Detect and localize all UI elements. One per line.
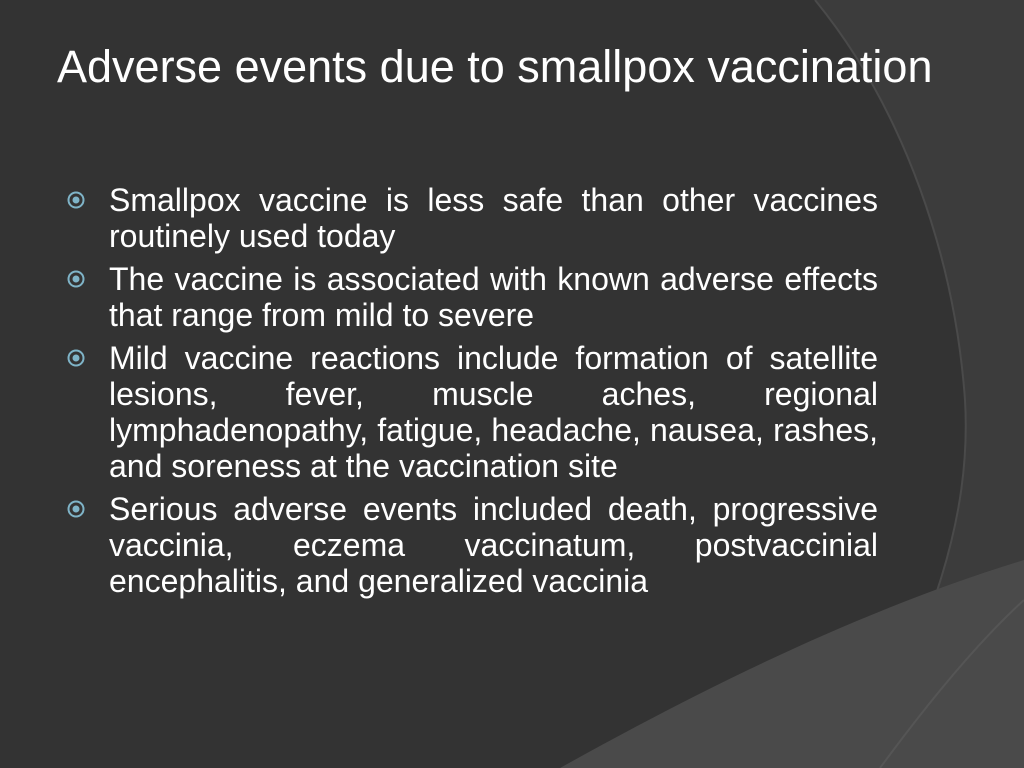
bullet-item bbox=[66, 261, 878, 333]
bullet-item bbox=[66, 182, 878, 254]
circled-dot-icon bbox=[66, 190, 86, 210]
bullet-item bbox=[66, 491, 878, 599]
bullet-list bbox=[66, 182, 878, 606]
bullet-text: Serious adverse events included death, progressive vaccinia, eczema vaccinatum, postvaccinial encephalitis, and generalized vaccinia bbox=[109, 491, 878, 599]
circled-dot-icon bbox=[66, 348, 86, 368]
bullet-text: Smallpox vaccine is less safe than other vaccines routinely used today bbox=[109, 182, 878, 254]
circled-dot-icon bbox=[66, 499, 86, 519]
bullet-text: The vaccine is associated with known adverse effects that range from mild to severe bbox=[109, 261, 878, 333]
circled-dot-icon bbox=[66, 269, 86, 289]
bullet-text: Mild vaccine reactions include formation of satellite lesions, fever, muscle aches, regional lymphadenopathy, fatigue, headache, nausea, rashes, and soreness at the vaccination site bbox=[109, 340, 878, 484]
slide-title: Adverse events due to smallpox vaccination bbox=[57, 41, 933, 92]
bullet-item bbox=[66, 340, 878, 484]
